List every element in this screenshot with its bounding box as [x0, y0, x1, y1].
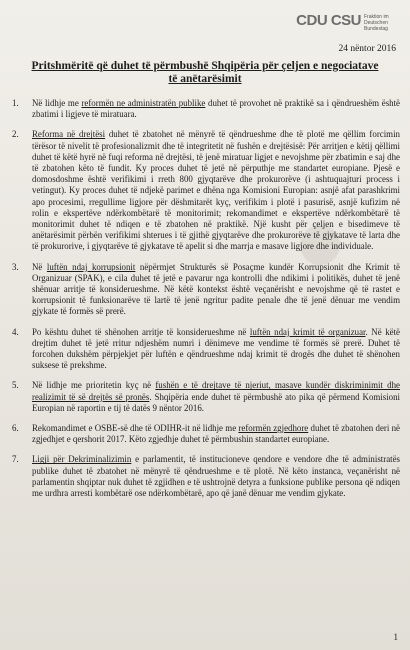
list-item — [12, 262, 400, 318]
document-date: 24 nëntor 2016 — [338, 44, 396, 54]
requirements-list — [12, 98, 400, 508]
item-text: Po kështu duhet të shënohen arritje të konsiderueshme në luftën ndaj krimit të organizuar. Në këtë drejtim duhet të jetë rritur ndjeshëm numri i dënimeve me vendime të formës së prerë. Duhet të forcohen dukshëm përpjekjet për luftën e qëndrueshme ndaj krimit të drogës dhe duhet të shënohen suksese të prekshme. — [32, 326, 400, 371]
document-title: Pritshmëritë që duhet të përmbushë Shqipëria për çeljen e negociatave të anëtarësimit — [31, 60, 379, 85]
item-text: Ligji për Dekriminalizimin e parlamentit, të institucioneve qendore e vendore dhe të administratës publike duhet të zbatohet në mënyrë të qëndrueshme e të plotë. Në këto instanca, veçanërisht në parlamentin shqiptar nuk duhet të zgjidhen e të ushtrojnë detyra a funksione publike persona që ndiqen me urdhra arresti kombëtarë ose ndërkombëtarë, apo që janë dënuar me vendim gjykate. — [32, 454, 400, 499]
item-number: 4. — [12, 326, 19, 337]
logo-subtitle: Fraktion im Deutschen Bundestag — [364, 14, 389, 32]
item-number: 7. — [12, 454, 19, 465]
item-number: 3. — [12, 261, 19, 272]
list-item — [12, 454, 400, 499]
item-number: 2. — [12, 129, 19, 140]
item-text: Në lidhje me reformën ne administratën publike duhet të provohet në praktikë sa i qëndrueshëm është zbatimi i ligjeve të miratuara. — [32, 98, 400, 120]
list-item — [12, 423, 400, 445]
list-item — [12, 380, 400, 414]
item-text: Në lidhje me prioritetin kyç në fushën e të drejtave të njeriut, masave kundër diskriminimit dhe realizimit të së drejtës së pronës. Shqipëria ende duhet të përmbushë ato pika që përmend Komisioni Europian në raportin e tij të datës 9 nëntor 2016. — [32, 380, 401, 413]
item-number: 1. — [12, 98, 19, 108]
list-item — [12, 129, 400, 252]
item-text: Reforma në drejtësi duhet të zbatohet në mënyrë të qëndrueshme dhe të plotë me qëllim forcimin tërësor të nivelit të profesionalizmit dhe të integritetit në fushën e drejtësisë: Për arritjen e këtij qëllimi duhet të këtë hyrë në fuqi reforma në drejtësi, të jenë miratuar ligjet e nevojshme për zbatimin e saj dhe të zbatohen këto të fundit. Ky proces duhet të jetë në përputhje me standartet europiane. Pjesë e domosdoshme është verifikimi i rreth 800 gjyqtarëve dhe prokurorëve (i ashtuquajturi process i vetingut). Ky proces duhet të ndjekë parimet e dhëna nga Komisioni Europian: asnjë afat parashkrimi apo procesimi, rregullime ligjore për dëshmitarët kyç, verifikim i plotë i pasurisë, asnjë kufizim në rolin e ekspertëve ndërkombëtarë të monitorimit; rekomandimet e ekspertëve ndërkombëtarë të monitorimit duhet të ndiqen e të zbatohen në praktikë. Një kusht për çeljen e bisedimeve të anëtarësimit përbën verifikimi shterues i të gjithë gjyqtarëve dhe prokurorëve të gjykatave të larta dhe të prokurorive, i gjyqtarëve të gjykatave të apelit si dhe marrja e masave ligjore dhe individuale. — [32, 129, 400, 252]
item-text: Rekomandimet e OSBE-së dhe të ODIHR-it në lidhje me reformën zgjedhore duhet të zbatohen deri në zgjedhjet e qershorit 2017. Këto zgjedhje duhet të përmbushin standartet europiane. — [32, 423, 400, 445]
item-number: 5. — [12, 380, 19, 391]
page-number: 1 — [393, 632, 398, 642]
list-item — [12, 98, 400, 120]
party-logo — [296, 12, 402, 32]
logo-text: CDU CSU — [296, 12, 361, 29]
item-text: Në luftën ndaj korrupsionit nëpërmjet Strukturës së Posaçme kundër Korrupsionit dhe Krimit të Organizuar (SPAK), e cila duhet të jetë e pavarur nga kontrolli dhe ndikimi i politikës, duhet të jenë shënuar arritje të konsiderueshme. Në këtë kontekst është veçanërisht e nevojshme që të rastet e korrupsionit të funksionarëve të lartë të jenë ngritur padite penale dhe të jenë dënuar me vendim gjykate të formës së prerë. — [32, 261, 400, 317]
list-item — [12, 327, 400, 372]
item-number: 6. — [12, 423, 19, 434]
